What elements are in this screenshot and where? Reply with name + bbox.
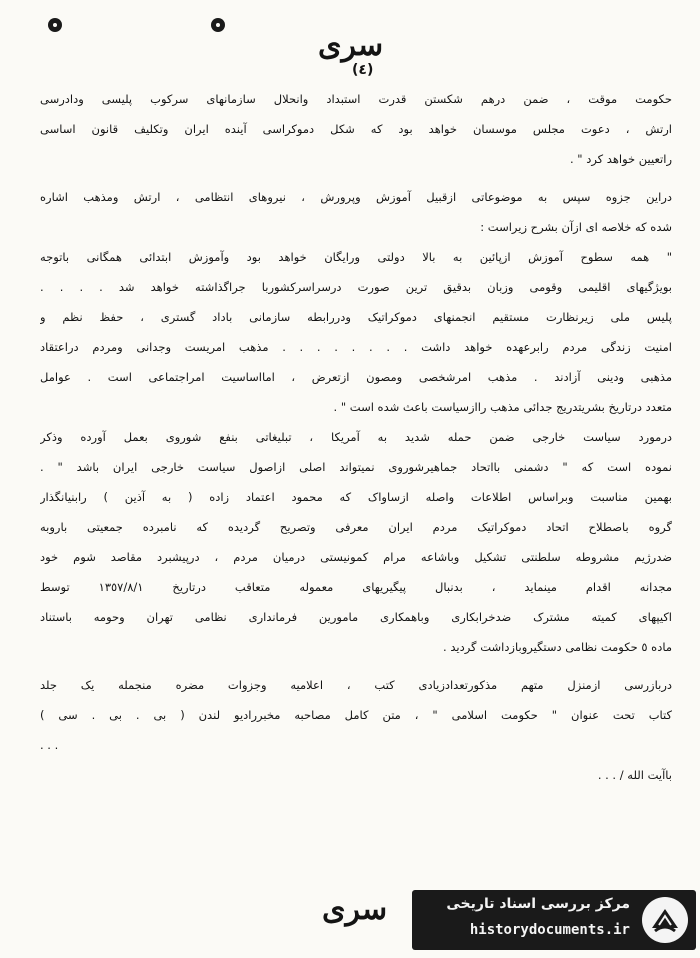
text-line: راتعیین خواهد کرد " . — [569, 152, 672, 166]
text-line: حکومت موقت ، ضمن درهم شکستن قدرت استبداد وانحلال سازمانهای سرکوب پلیسی ودادرسی — [40, 92, 672, 106]
text-line: ارتش ، دعوت مجلس موسسان خواهد بود که شکل دموکراسی آینده ایران وتکلیف قانون اساسی — [40, 122, 672, 136]
text-line: شده که خلاصه ای ازآن بشرح زیراست : — [480, 220, 672, 234]
document-body — [40, 84, 672, 790]
text-line: " همه سطوح آموزش ازپائین به بالا دولتی ورایگان خواهد بود وآموزش ابتدائی همگانی باتوجه — [40, 250, 672, 264]
text-line: اکیپهای کمیته مشترک ضدخرابکاری وباهمکاری مامورین فرمانداری نظامی تهران وحومه باستناد — [40, 610, 672, 624]
watermark-url: historydocuments.ir — [469, 922, 630, 938]
text-line: پلیس ملی زیرنظارت مستقیم انجمنهای دموکراتیک ودررابطه سازمانی باداد گستری ، حفظ نظم و — [40, 310, 672, 324]
text-line: باآیت الله / . . . — [597, 768, 672, 782]
text-line: گروه باصطلاح اتحاد دموکراتیک مردم ایران معرفی وتصریح گردیده که نامبرده جمعیتی باروبه — [40, 520, 672, 534]
text-line: مجدانه اقدام مینماید ، بدنبال پیگیریهای معموله متعاقب درتاریخ ١٣٥٧/٨/١ توسط — [40, 580, 672, 594]
text-line: درمورد سیاست خارجی ضمن حمله شدید به آمریکا ، تبلیغاتی بنفع شوروی بعمل آورده وذکر — [40, 430, 672, 444]
archive-watermark — [412, 890, 696, 950]
text-line: مذهبی ودینی آزادند . مذهب امرشخصی ومصون ازتعرض ، امااساسیت امراجتماعی است . عوامل — [40, 370, 672, 384]
text-line: . . . — [40, 738, 59, 752]
watermark-title: مرکز بررسی اسناد تاریخی — [446, 896, 630, 912]
text-line: امنیت زندگی مردم رابرعهده خواهد داشت . . . . . . . . مذهب امریست وجدانی ومردم دراعتقاد — [40, 340, 672, 354]
punch-hole-left-icon — [48, 18, 62, 32]
book-logo-icon — [640, 895, 690, 945]
punch-hole-right-icon — [211, 18, 225, 32]
text-line: ضدرژیم مشروطه سلطنتی تشکیل وباشاعه مرام کمونیستی درمیان مردم ، درپیشبرد مقاصد شوم خود — [40, 550, 672, 564]
text-line: متعدد درتاریخ بشریتدریج جدائی مذهب راازسیاست باعث شده است " . — [333, 400, 672, 414]
text-line: دراین جزوه سپس به موضوعاتی ازقبیل آموزش وپرورش ، نیروهای انتظامی ، ارتش ومذهب اشاره — [40, 190, 672, 204]
text-line: کتاب تحت عنوان " حکومت اسلامی " ، متن کامل مصاحبه مخبررادیو لندن ( بی . بی . سی ) — [40, 708, 672, 722]
text-line: ماده ٥ حکومت نظامی دستگیروبازداشت گردید . — [443, 640, 672, 654]
text-line: دربازرسی ازمنزل متهم مذکورتعدادزیادی کتب ، اعلامیه وجزوات مضره منجمله یک جلد — [40, 678, 672, 692]
text-line: نموده است که " دشمنی بااتحاد جماهیرشوروی نمیتواند اصلی ازاصول سیاست خارجی ایران باشد " . — [40, 460, 672, 474]
text-line: بهمین مناسبت وبراساس اطلاعات واصله ازساواک که محمود اعتماد زاده ( به آذین ) رابنیانگذار — [40, 490, 672, 504]
classification-stamp-top: سری — [318, 28, 384, 63]
page-number: (٤) — [352, 62, 374, 78]
text-line: بویژگیهای اقلیمی وقومی وزبان بدقیق ترین صورت درسراسرکشوربا جراگذاشته خواهد شد . . . . — [40, 280, 672, 294]
classification-stamp-bottom: سری — [322, 892, 388, 927]
